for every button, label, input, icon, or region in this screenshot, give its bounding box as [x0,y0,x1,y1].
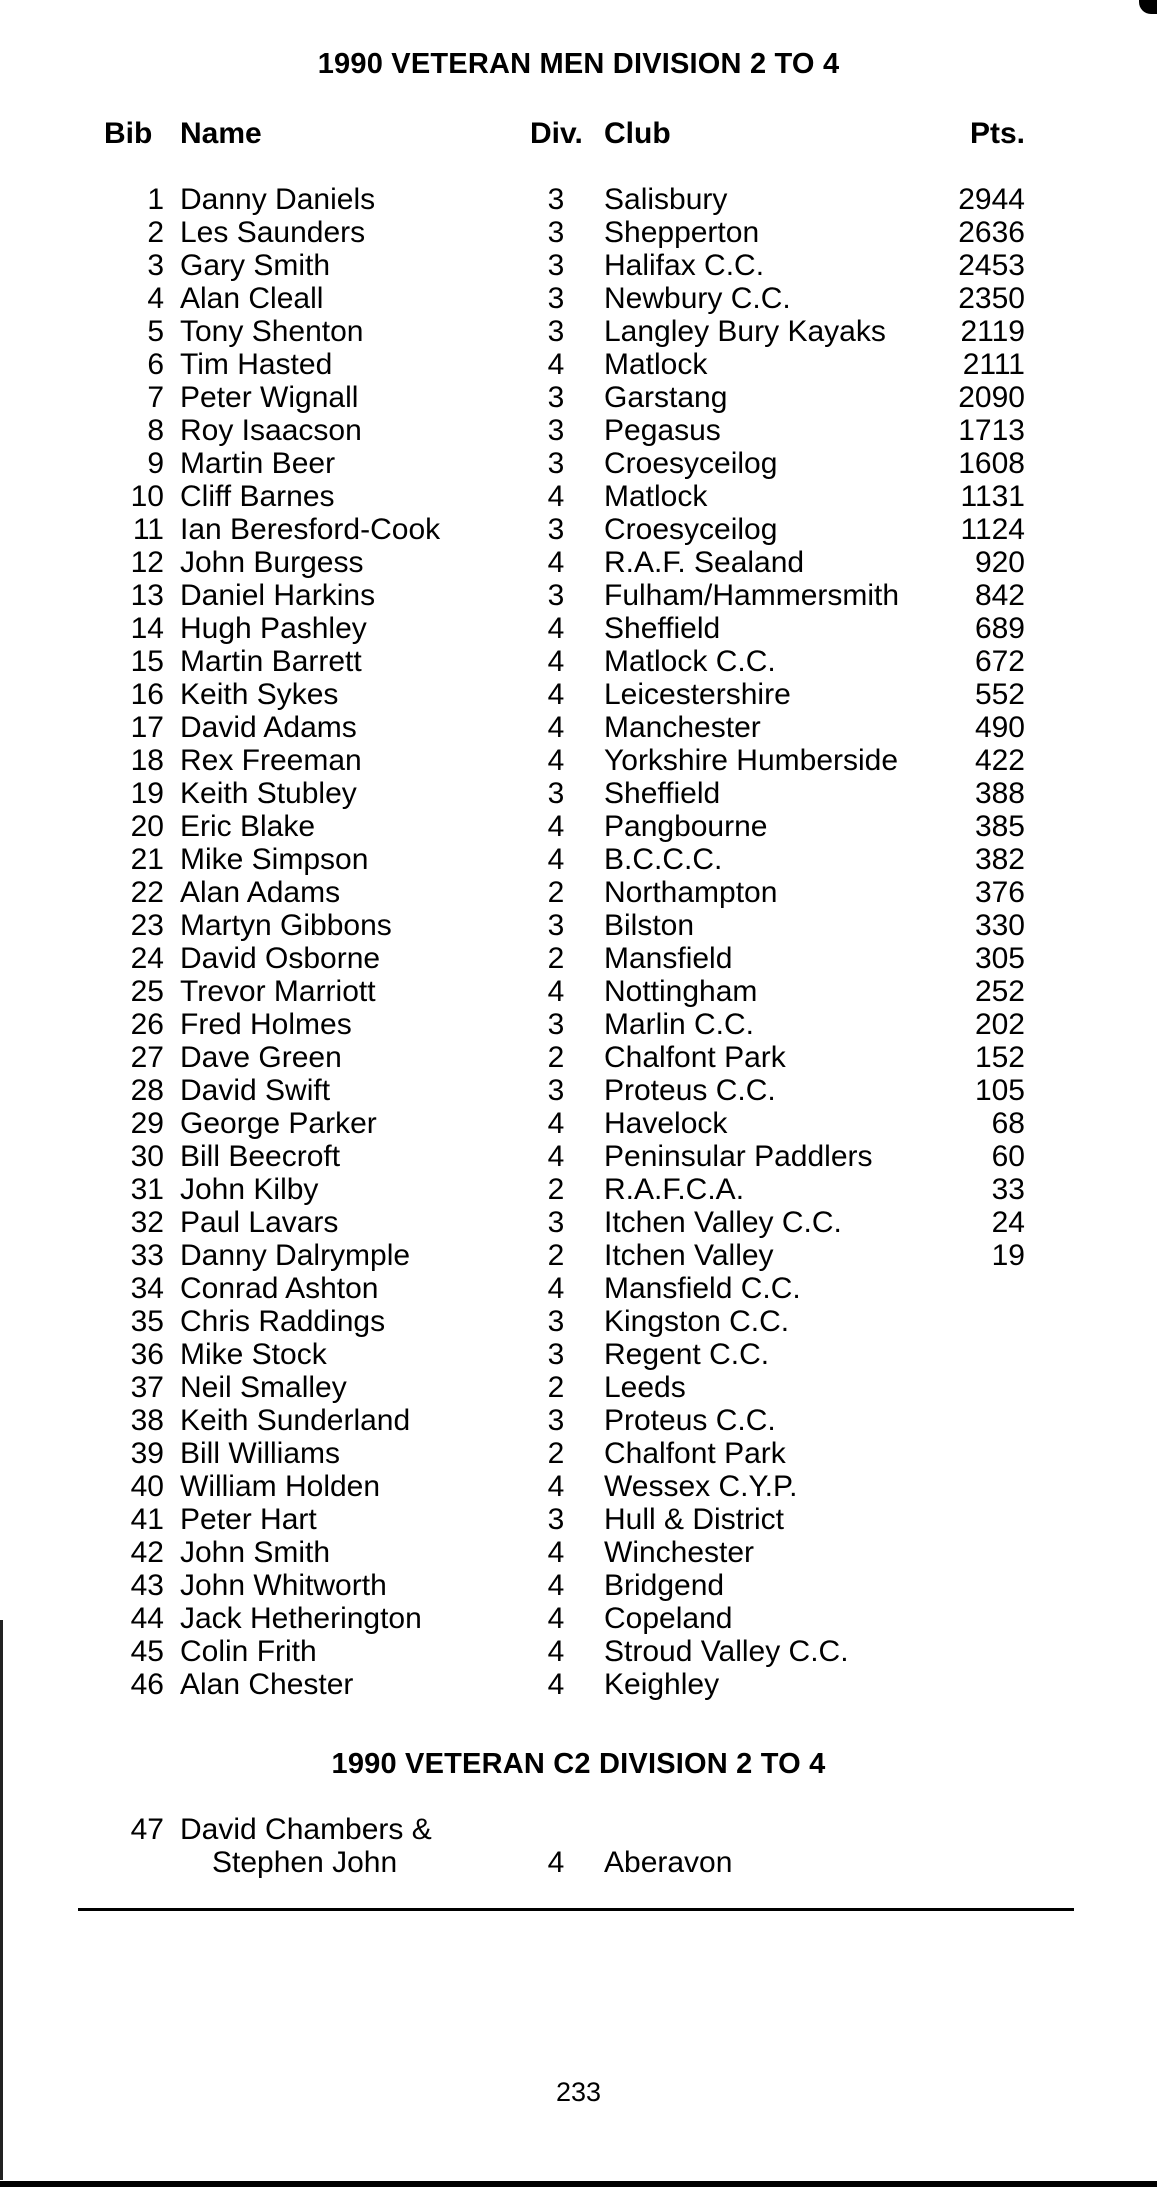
cell-club: Copeland [604,1602,733,1635]
table-row [0,1239,1157,1272]
cell-club: Matlock C.C. [604,645,776,678]
cell-bib: 31 [130,1173,164,1206]
cell-club: Marlin C.C. [604,1008,755,1041]
cell-club: Matlock [604,348,708,381]
cell-name: David Osborne [180,942,381,975]
cell-div: 4 [547,678,565,711]
cell-div: 4 [547,1107,565,1140]
cell-div: 2 [547,1437,565,1470]
table-header [0,117,1157,150]
cell-bib: 35 [130,1305,164,1338]
cell-name: Neil Smalley [180,1371,347,1404]
cell-pts: 2350 [958,282,1025,315]
cell-club: Sheffield [604,612,721,645]
cell-div: 3 [547,216,565,249]
cell-name: Martin Beer [180,447,336,480]
cell-bib: 41 [130,1503,164,1536]
table-row [0,216,1157,249]
table-row [0,1305,1157,1338]
cell-bib: 20 [130,810,164,843]
table-row [0,1008,1157,1041]
table-row [0,1536,1157,1569]
cell-div: 3 [547,909,565,942]
cell-club: Yorkshire Humberside [604,744,899,777]
cell-name: Danny Dalrymple [180,1239,411,1272]
table-row [0,1602,1157,1635]
cell-pts: 152 [974,1041,1025,1074]
cell-name: Paul Lavars [180,1206,339,1239]
cell-div: 4 [547,810,565,843]
table-row [0,546,1157,579]
table-row [0,843,1157,876]
cell-club: Leicestershire [604,678,791,711]
c2-name-line2: Stephen John [212,1846,398,1879]
cell-div: 4 [547,348,565,381]
cell-name: Bill Beecroft [180,1140,341,1173]
cell-div: 3 [547,249,565,282]
cell-name: Jack Hetherington [180,1602,422,1635]
cell-bib: 16 [130,678,164,711]
cell-name: Keith Sykes [180,678,339,711]
cell-name: John Whitworth [180,1569,387,1602]
table-row [0,414,1157,447]
cell-name: Mike Stock [180,1338,327,1371]
cell-name: Tim Hasted [180,348,333,381]
cell-div: 3 [547,183,565,216]
table-row [0,348,1157,381]
cell-div: 3 [547,1074,565,1107]
table-row [0,777,1157,810]
cell-name: Colin Frith [180,1635,317,1668]
cell-club: Croesyceilog [604,513,778,546]
cell-bib: 32 [130,1206,164,1239]
cell-div: 4 [547,711,565,744]
cell-club: Garstang [604,381,728,414]
table-row [0,711,1157,744]
table-row [0,1338,1157,1371]
cell-pts: 1713 [958,414,1025,447]
cell-bib: 39 [130,1437,164,1470]
cell-pts: 305 [974,942,1025,975]
cell-bib: 5 [147,315,164,348]
cell-club: Regent C.C. [604,1338,770,1371]
table-row [0,645,1157,678]
cell-div: 4 [547,1569,565,1602]
cell-bib: 46 [130,1668,164,1701]
cell-name: Dave Green [180,1041,342,1074]
cell-bib: 28 [130,1074,164,1107]
cell-name: Conrad Ashton [180,1272,379,1305]
cell-div: 3 [547,1305,565,1338]
cell-bib: 37 [130,1371,164,1404]
cell-name: Gary Smith [180,249,331,282]
cell-club: Itchen Valley [604,1239,774,1272]
cell-div: 2 [547,1371,565,1404]
cell-name: Daniel Harkins [180,579,376,612]
cell-div: 3 [547,315,565,348]
cell-club: Newbury C.C. [604,282,791,315]
cell-pts: 33 [991,1173,1025,1206]
cell-name: William Holden [180,1470,381,1503]
table-row [0,612,1157,645]
table-row [0,381,1157,414]
cell-club: R.A.F. Sealand [604,546,805,579]
cell-pts: 388 [974,777,1025,810]
cell-club: Bridgend [604,1569,725,1602]
cell-div: 3 [547,414,565,447]
cell-pts: 672 [974,645,1025,678]
c2-bib: 47 [130,1813,164,1846]
scan-edge-top-right [1139,0,1157,14]
cell-name: George Parker [180,1107,377,1140]
table-row [0,1569,1157,1602]
cell-bib: 19 [130,777,164,810]
cell-club: R.A.F.C.A. [604,1173,745,1206]
cell-name: Tony Shenton [180,315,364,348]
cell-bib: 27 [130,1041,164,1074]
header-div: Div. [530,117,583,150]
cell-pts: 19 [991,1239,1025,1272]
cell-name: Trevor Marriott [180,975,376,1008]
table-row [0,183,1157,216]
cell-bib: 12 [130,546,164,579]
cell-div: 4 [547,480,565,513]
c2-line-2 [0,1846,1157,1879]
cell-name: John Smith [180,1536,331,1569]
cell-div: 2 [547,876,565,909]
cell-pts: 2090 [958,381,1025,414]
table-row [0,1206,1157,1239]
cell-name: Chris Raddings [180,1305,386,1338]
table-row [0,1371,1157,1404]
table-row [0,1272,1157,1305]
cell-name: John Kilby [180,1173,319,1206]
header-name: Name [180,117,262,150]
cell-bib: 11 [132,513,164,546]
cell-bib: 33 [130,1239,164,1272]
cell-name: Rex Freeman [180,744,362,777]
cell-club: Mansfield [604,942,733,975]
cell-bib: 22 [130,876,164,909]
cell-name: Les Saunders [180,216,366,249]
cell-club: Stroud Valley C.C. [604,1635,849,1668]
cell-bib: 36 [130,1338,164,1371]
table-row [0,1107,1157,1140]
c2-line-1 [0,1813,1157,1846]
table-row [0,810,1157,843]
cell-div: 2 [547,1239,565,1272]
scan-edge-bottom [0,2181,1157,2187]
c2-entry [0,1813,1157,1879]
cell-name: Eric Blake [180,810,316,843]
table-row [0,1404,1157,1437]
c2-club: Aberavon [604,1846,733,1879]
cell-bib: 13 [130,579,164,612]
section-title-men: 1990 VETERAN MEN DIVISION 2 TO 4 [317,48,840,80]
table-row [0,1074,1157,1107]
cell-name: Cliff Barnes [180,480,335,513]
cell-div: 4 [547,546,565,579]
cell-bib: 26 [130,1008,164,1041]
cell-bib: 38 [130,1404,164,1437]
cell-bib: 45 [130,1635,164,1668]
cell-bib: 25 [130,975,164,1008]
cell-div: 3 [547,1338,565,1371]
header-club: Club [604,117,671,150]
cell-pts: 2944 [958,183,1025,216]
cell-div: 3 [547,1008,565,1041]
cell-name: Keith Sunderland [180,1404,411,1437]
cell-bib: 44 [130,1602,164,1635]
table-row [0,447,1157,480]
cell-pts: 1608 [958,447,1025,480]
cell-club: Wessex C.Y.P. [604,1470,798,1503]
table-row [0,744,1157,777]
cell-club: Langley Bury Kayaks [604,315,886,348]
table-row [0,942,1157,975]
cell-name: Hugh Pashley [180,612,367,645]
cell-div: 4 [547,843,565,876]
cell-div: 3 [547,282,565,315]
cell-club: Mansfield C.C. [604,1272,801,1305]
cell-div: 2 [547,1041,565,1074]
cell-name: Alan Cleall [180,282,324,315]
cell-pts: 2636 [958,216,1025,249]
table-row [0,282,1157,315]
cell-pts: 1124 [960,513,1025,546]
cell-club: Halifax C.C. [604,249,765,282]
cell-div: 4 [547,1602,565,1635]
table-row [0,315,1157,348]
cell-club: Havelock [604,1107,728,1140]
cell-div: 4 [547,1140,565,1173]
cell-pts: 2119 [960,315,1025,348]
cell-bib: 43 [130,1569,164,1602]
cell-name: John Burgess [180,546,364,579]
cell-div: 4 [547,612,565,645]
table-row [0,513,1157,546]
cell-club: Proteus C.C. [604,1404,776,1437]
cell-bib: 14 [130,612,164,645]
cell-club: Sheffield [604,777,721,810]
cell-pts: 68 [991,1107,1025,1140]
cell-name: Bill Williams [180,1437,340,1470]
cell-bib: 10 [130,480,164,513]
table-row [0,1140,1157,1173]
cell-div: 4 [547,1470,565,1503]
cell-club: Kingston C.C. [604,1305,790,1338]
cell-pts: 24 [991,1206,1025,1239]
cell-bib: 17 [130,711,164,744]
cell-div: 3 [547,579,565,612]
cell-club: Fulham/Hammersmith [604,579,900,612]
cell-div: 3 [547,1404,565,1437]
cell-name: Alan Adams [180,876,341,909]
cell-club: Nottingham [604,975,758,1008]
table-row [0,1635,1157,1668]
cell-name: David Swift [180,1074,331,1107]
cell-bib: 8 [147,414,164,447]
cell-pts: 422 [974,744,1025,777]
table-row [0,909,1157,942]
cell-pts: 60 [991,1140,1025,1173]
cell-bib: 23 [130,909,164,942]
cell-name: Peter Hart [180,1503,317,1536]
cell-bib: 2 [147,216,164,249]
cell-pts: 382 [974,843,1025,876]
cell-div: 3 [547,513,565,546]
table-row [0,480,1157,513]
cell-name: Mike Simpson [180,843,369,876]
page-number: 233 [555,2077,602,2107]
table-row [0,1437,1157,1470]
cell-bib: 29 [130,1107,164,1140]
cell-club: Proteus C.C. [604,1074,776,1107]
cell-club: Croesyceilog [604,447,778,480]
cell-club: Shepperton [604,216,760,249]
cell-bib: 7 [147,381,164,414]
cell-pts: 202 [974,1008,1025,1041]
cell-club: Northampton [604,876,778,909]
table-row [0,975,1157,1008]
cell-name: Fred Holmes [180,1008,352,1041]
cell-bib: 30 [130,1140,164,1173]
table-row [0,1668,1157,1701]
cell-name: Alan Chester [180,1668,354,1701]
cell-div: 3 [547,777,565,810]
cell-div: 3 [547,381,565,414]
results-table [0,183,1157,1701]
cell-div: 4 [547,1668,565,1701]
cell-name: Keith Stubley [180,777,357,810]
divider-rule [78,1908,1074,1911]
cell-bib: 15 [130,645,164,678]
cell-div: 3 [547,1206,565,1239]
c2-name-line1: David Chambers & [180,1813,432,1846]
cell-pts: 490 [974,711,1025,744]
cell-div: 4 [547,645,565,678]
cell-club: Bilston [604,909,695,942]
cell-div: 3 [547,1503,565,1536]
cell-pts: 105 [974,1074,1025,1107]
cell-club: Manchester [604,711,761,744]
cell-div: 4 [547,1536,565,1569]
c2-div: 4 [547,1846,565,1879]
cell-bib: 40 [130,1470,164,1503]
table-row [0,579,1157,612]
cell-bib: 4 [147,282,164,315]
cell-bib: 9 [147,447,164,480]
table-row [0,1503,1157,1536]
cell-club: Chalfont Park [604,1437,786,1470]
table-row [0,1173,1157,1206]
header-bib: Bib [104,117,153,150]
cell-pts: 920 [974,546,1025,579]
cell-bib: 34 [130,1272,164,1305]
cell-pts: 2453 [958,249,1025,282]
table-row [0,678,1157,711]
cell-club: Leeds [604,1371,686,1404]
cell-club: Keighley [604,1668,720,1701]
cell-pts: 1131 [960,480,1025,513]
cell-club: Chalfont Park [604,1041,786,1074]
cell-pts: 376 [974,876,1025,909]
cell-pts: 552 [974,678,1025,711]
cell-pts: 2111 [962,348,1025,381]
cell-name: Ian Beresford-Cook [180,513,441,546]
cell-club: Peninsular Paddlers [604,1140,873,1173]
table-row [0,876,1157,909]
cell-name: David Adams [180,711,357,744]
cell-pts: 689 [974,612,1025,645]
cell-pts: 252 [974,975,1025,1008]
section-title-c2: 1990 VETERAN C2 DIVISION 2 TO 4 [331,1748,826,1780]
cell-bib: 42 [130,1536,164,1569]
cell-club: Pegasus [604,414,721,447]
cell-bib: 18 [130,744,164,777]
cell-div: 4 [547,744,565,777]
cell-div: 4 [547,1635,565,1668]
cell-club: Salisbury [604,183,728,216]
header-pts: Pts. [969,117,1025,150]
cell-club: Hull & District [604,1503,785,1536]
cell-pts: 330 [974,909,1025,942]
cell-pts: 842 [974,579,1025,612]
cell-div: 3 [547,447,565,480]
cell-club: Itchen Valley C.C. [604,1206,842,1239]
cell-name: Martin Barrett [180,645,362,678]
cell-name: Martyn Gibbons [180,909,392,942]
cell-name: Danny Daniels [180,183,376,216]
table-row [0,1470,1157,1503]
cell-club: Winchester [604,1536,755,1569]
table-row [0,1041,1157,1074]
table-row [0,249,1157,282]
cell-div: 2 [547,1173,565,1206]
cell-club: Pangbourne [604,810,768,843]
cell-bib: 24 [130,942,164,975]
cell-pts: 385 [974,810,1025,843]
cell-bib: 1 [147,183,164,216]
cell-name: Peter Wignall [180,381,359,414]
cell-club: B.C.C.C. [604,843,723,876]
cell-bib: 21 [130,843,164,876]
cell-club: Matlock [604,480,708,513]
cell-name: Roy Isaacson [180,414,362,447]
cell-bib: 6 [147,348,164,381]
cell-div: 4 [547,1272,565,1305]
cell-div: 2 [547,942,565,975]
cell-bib: 3 [147,249,164,282]
cell-div: 4 [547,975,565,1008]
